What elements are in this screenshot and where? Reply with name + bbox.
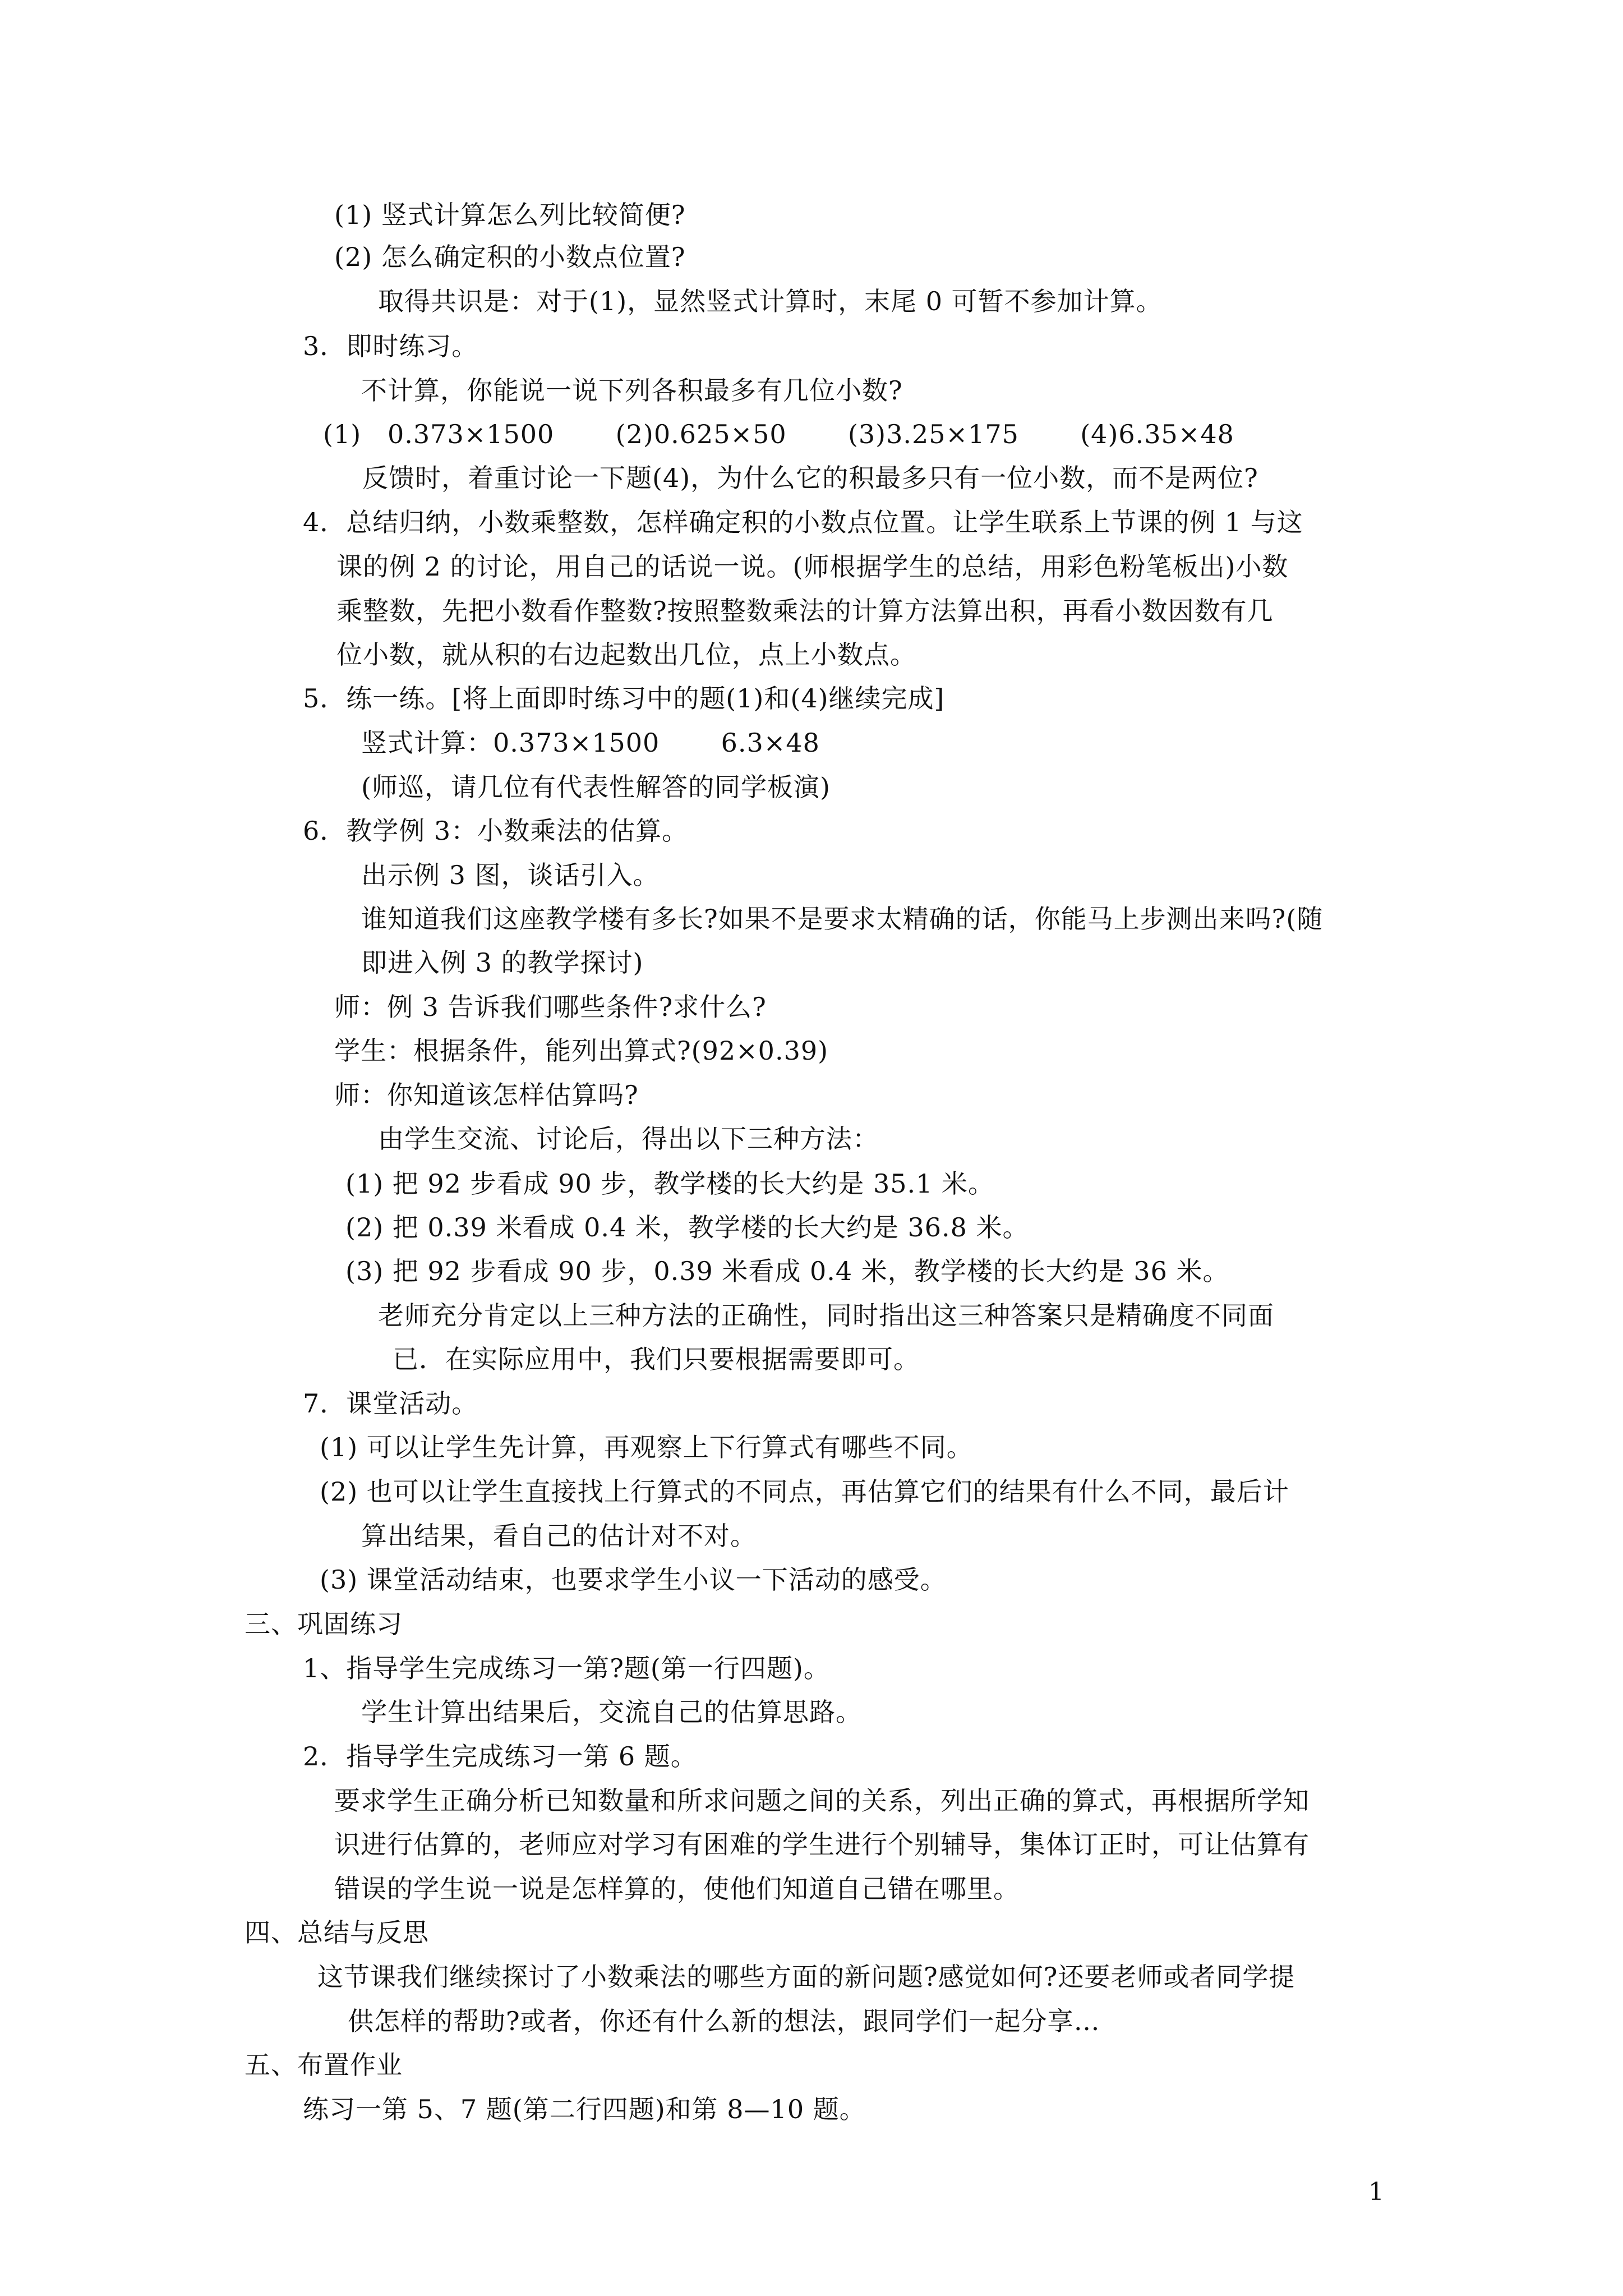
text-line: 7．课堂活动。 xyxy=(303,1388,478,1419)
text-line: 师：你知道该怎样估算吗? xyxy=(334,1080,639,1110)
text-line: 这节课我们继续探讨了小数乘法的哪些方面的新问题?感觉如何?还要老师或者同学提 xyxy=(317,1962,1295,1992)
text-line: 已．在实际应用中，我们只要根据需要即可。 xyxy=(393,1344,920,1374)
text-line: 即进入例 3 的教学探讨) xyxy=(361,947,644,978)
text-line: 错误的学生说一说是怎样算的，使他们知道自己错在哪里。 xyxy=(334,1874,1020,1904)
text-line: (2) 也可以让学生直接找上行算式的不同点，再估算它们的结果有什么不同，最后计 xyxy=(320,1476,1289,1507)
text-line: (3) 把 92 步看成 90 步，0.39 米看成 0.4 米，教学楼的长大约是 36 米。 xyxy=(345,1256,1229,1286)
text-line: 算出结果，看自己的估计对不对。 xyxy=(361,1521,757,1551)
text-line: 练习一第 5、7 题(第二行四题)和第 8—10 题。 xyxy=(303,2094,866,2124)
text-line: (1) 0.373×1500 (2)0.625×50 (3)3.25×175 (4)6.35×48 xyxy=(323,419,1234,449)
text-line: (1) 把 92 步看成 90 步，教学楼的长大约是 35.1 米。 xyxy=(345,1168,995,1199)
text-line: 师：例 3 告诉我们哪些条件?求什么? xyxy=(334,992,767,1022)
text-line: 5．练一练。[将上面即时练习中的题(1)和(4)继续完成] xyxy=(303,683,945,714)
text-line: (1) 可以让学生先计算，再观察上下行算式有哪些不同。 xyxy=(320,1432,973,1462)
text-line: 老师充分肯定以上三种方法的正确性，同时指出这三种答案只是精确度不同面 xyxy=(378,1300,1274,1331)
page-number: 1 xyxy=(1368,2178,1384,2206)
text-line: 学生：根据条件，能列出算式?(92×0.39) xyxy=(334,1036,829,1066)
section-heading: 三、巩固练习 xyxy=(245,1609,403,1639)
text-line: 6．教学例 3：小数乘法的估算。 xyxy=(303,816,689,846)
text-line: 学生计算出结果后，交流自己的估算思路。 xyxy=(361,1697,862,1727)
section-heading: 五、布置作业 xyxy=(245,2050,403,2080)
text-line: 供怎样的帮助?或者，你还有什么新的想法，跟同学们一起分享… xyxy=(348,2006,1100,2036)
text-line: (2) 怎么确定积的小数点位置? xyxy=(334,242,686,272)
text-line: 不计算，你能说一说下列各积最多有几位小数? xyxy=(361,375,903,406)
text-line: 反馈时，着重讨论一下题(4)，为什么它的积最多只有一位小数，而不是两位? xyxy=(362,463,1258,493)
text-line: 出示例 3 图，谈话引入。 xyxy=(361,860,660,890)
text-line: 要求学生正确分析已知数量和所求问题之间的关系，列出正确的算式，再根据所学知 xyxy=(334,1786,1310,1816)
text-line: 谁知道我们这座教学楼有多长?如果不是要求太精确的话，你能马上步测出来吗?(随 xyxy=(361,904,1324,934)
text-line: 取得共识是：对于(1)，显然竖式计算时，末尾 0 可暂不参加计算。 xyxy=(378,286,1163,316)
text-line: 由学生交流、讨论后，得出以下三种方法： xyxy=(378,1124,879,1154)
text-line: 位小数，就从积的右边起数出几位，点上小数点。 xyxy=(336,639,916,670)
text-line: 3．即时练习。 xyxy=(303,331,478,361)
text-line: 乘整数，先把小数看作整数?按照整数乘法的计算方法算出积，再看小数因数有几 xyxy=(336,596,1274,626)
text-line: 竖式计算：0.373×1500 6.3×48 xyxy=(361,728,820,758)
text-line: 1、指导学生完成练习一第?题(第一行四题)。 xyxy=(303,1653,830,1683)
text-line: (1) 竖式计算怎么列比较简便? xyxy=(334,200,686,230)
text-line: (2) 把 0.39 米看成 0.4 米，教学楼的长大约是 36.8 米。 xyxy=(345,1212,1029,1243)
text-line: 课的例 2 的讨论，用自己的话说一说。(师根据学生的总结，用彩色粉笔板出)小数 xyxy=(336,551,1289,582)
text-line: (师巡，请几位有代表性解答的同学板演) xyxy=(361,772,831,802)
text-line: 2．指导学生完成练习一第 6 题。 xyxy=(303,1741,697,1772)
section-heading: 四、总结与反思 xyxy=(245,1917,429,1948)
text-line: 识进行估算的，老师应对学习有困难的学生进行个别辅导，集体订正时，可让估算有 xyxy=(334,1829,1310,1860)
text-line: (3) 课堂活动结束，也要求学生小议一下活动的感受。 xyxy=(320,1565,947,1595)
text-line: 4．总结归纳，小数乘整数，怎样确定积的小数点位置。让学生联系上节课的例 1 与这 xyxy=(303,507,1303,537)
